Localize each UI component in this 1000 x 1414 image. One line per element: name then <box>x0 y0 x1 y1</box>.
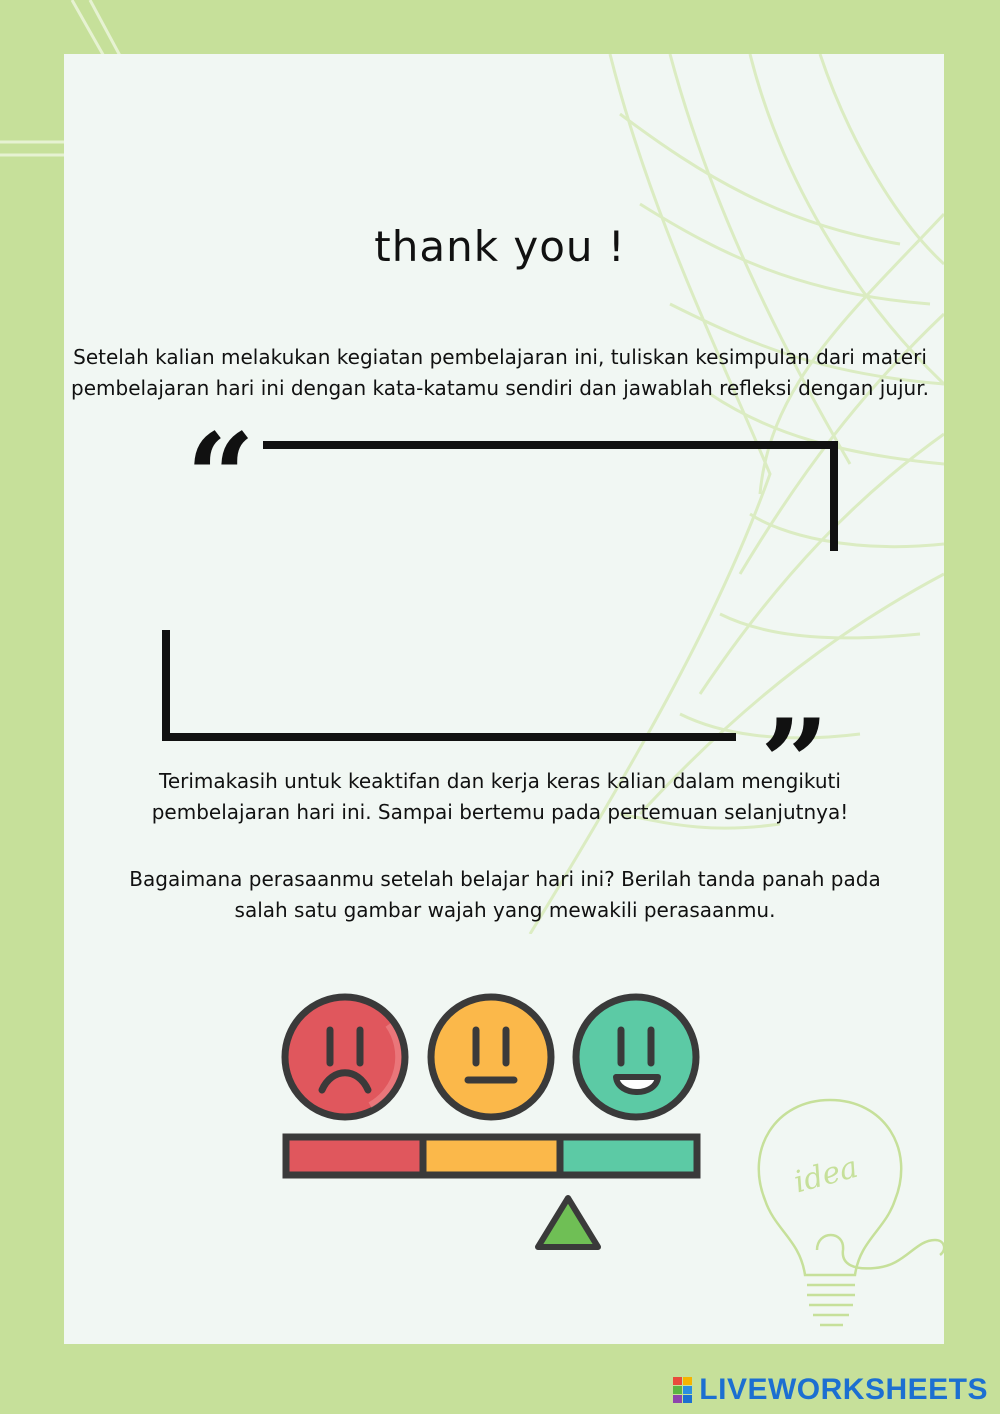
quote-box-left-line <box>162 630 170 741</box>
brand-name: LIVEWORKSHEETS <box>699 1373 988 1406</box>
close-quote-mark: ” <box>760 693 830 834</box>
bulb-label: idea <box>790 1149 862 1201</box>
thanks-text: Terimakasih untuk keaktifan dan kerja keras kalian dalam mengikuti pembelajaran hari ini. Sampai bertemu pada pertemuan selanjutnya! <box>151 769 849 824</box>
quote-box-right-line <box>830 441 838 551</box>
intro-text: Setelah kalian melakukan kegiatan pembelajaran ini, tuliskan kesimpulan dari materi pembelajaran hari ini dengan kata-katamu sendiri dan jawablah refleksi dengan jujur. <box>71 345 929 400</box>
quote-box-bottom-line <box>162 733 736 741</box>
liveworksheets-icon <box>673 1377 693 1403</box>
brand-logo <box>673 1372 988 1408</box>
feeling-prompt: Bagaimana perasaanmu setelah belajar hari ini? Berilah tanda panah pada salah satu gambar wajah yang mewakili perasaanmu. <box>129 867 881 922</box>
open-quote-mark: “ <box>186 407 256 548</box>
page-title: thank you ! <box>374 222 626 271</box>
quote-box-top-line <box>263 441 838 449</box>
